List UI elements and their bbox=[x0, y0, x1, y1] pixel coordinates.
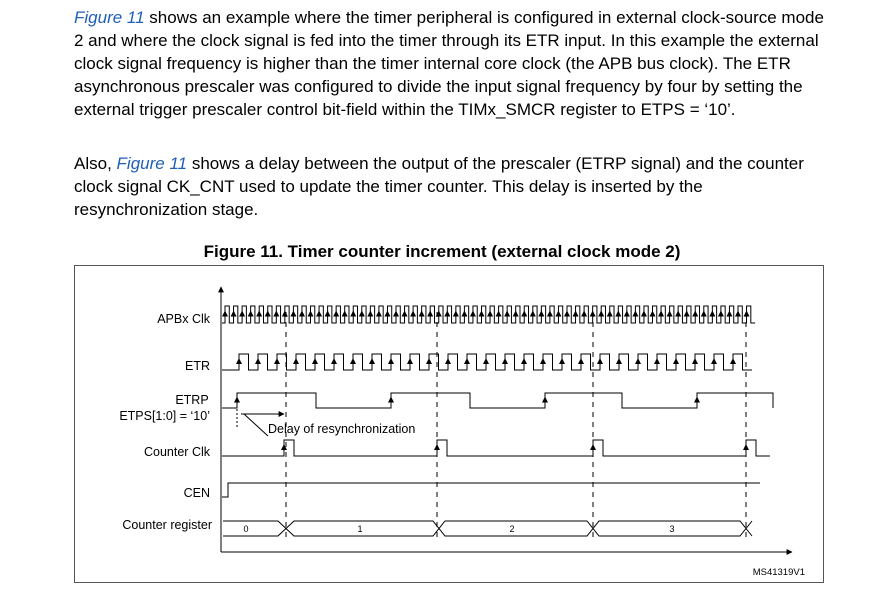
rising-edge-arrow bbox=[521, 311, 527, 317]
rising-edge-arrow bbox=[248, 311, 254, 317]
rising-edge-arrow bbox=[388, 358, 394, 364]
rising-edge-arrow bbox=[350, 311, 356, 317]
rising-edge-arrow bbox=[692, 311, 698, 317]
rising-edge-arrow bbox=[265, 311, 271, 317]
rising-edge-arrow bbox=[607, 311, 613, 317]
rising-edge-arrow bbox=[333, 311, 339, 317]
rising-edge-arrow bbox=[453, 311, 459, 317]
figure-code: MS41319V1 bbox=[752, 567, 805, 578]
rising-edge-arrow bbox=[684, 311, 690, 317]
figure-title: Figure 11. Timer counter increment (external clock mode 2) bbox=[203, 242, 681, 261]
rising-edge-arrow bbox=[367, 311, 373, 317]
rising-edge-arrow bbox=[694, 397, 700, 403]
rising-edge-arrow bbox=[299, 311, 305, 317]
rising-edge-arrow bbox=[376, 311, 382, 317]
rising-edge-arrow bbox=[502, 358, 508, 364]
rising-edge-arrow bbox=[735, 311, 741, 317]
etrp-waveform bbox=[222, 393, 773, 408]
rising-edge-arrow bbox=[369, 358, 375, 364]
rising-edge-arrow bbox=[667, 311, 673, 317]
rising-edge-arrow bbox=[590, 311, 596, 317]
rising-edge-arrow bbox=[316, 311, 322, 317]
cen-waveform bbox=[222, 483, 760, 497]
rising-edge-arrow bbox=[616, 358, 622, 364]
apbx-clk-label: APBx Clk bbox=[157, 312, 210, 326]
rising-edge-arrow bbox=[359, 311, 365, 317]
rising-edge-arrow bbox=[255, 358, 261, 364]
rising-edge-arrow bbox=[598, 311, 604, 317]
rising-edge-arrow bbox=[470, 311, 476, 317]
rising-edge-arrow bbox=[555, 311, 561, 317]
rising-edge-arrow bbox=[273, 311, 279, 317]
rising-edge-arrow bbox=[487, 311, 493, 317]
rising-edge-arrow bbox=[293, 358, 299, 364]
rising-edge-arrow bbox=[513, 311, 519, 317]
rising-edge-arrow bbox=[402, 311, 408, 317]
rising-edge-arrow bbox=[342, 311, 348, 317]
apbx-clk-waveform bbox=[222, 306, 755, 323]
rising-edge-arrow bbox=[597, 358, 603, 364]
rising-edge-arrow bbox=[427, 311, 433, 317]
rising-edge-arrow bbox=[701, 311, 707, 317]
etps-label: ETPS[1:0] = ‘10’ bbox=[119, 409, 210, 423]
counter-clk-label: Counter Clk bbox=[144, 445, 210, 459]
figure-11-link[interactable]: Figure 11 bbox=[74, 8, 145, 27]
rising-edge-arrow bbox=[590, 444, 596, 450]
rising-edge-arrow bbox=[709, 311, 715, 317]
delay-leader-line bbox=[244, 414, 268, 436]
rising-edge-arrow bbox=[274, 358, 280, 364]
rising-edge-arrow bbox=[675, 311, 681, 317]
cen-label: CEN bbox=[183, 486, 210, 500]
rising-edge-arrow bbox=[578, 358, 584, 364]
rising-edge-arrow bbox=[290, 311, 296, 317]
figure-11-link-2[interactable]: Figure 11 bbox=[116, 154, 188, 173]
rising-edge-arrow bbox=[530, 311, 536, 317]
rising-edge-arrow bbox=[410, 311, 416, 317]
etrp-label: ETRP bbox=[175, 393, 209, 407]
rising-edge-arrow bbox=[744, 311, 750, 317]
rising-edge-arrow bbox=[393, 311, 399, 317]
counter-clk-waveform bbox=[222, 440, 770, 456]
counter-value-3: 3 bbox=[669, 524, 675, 534]
rising-edge-arrow bbox=[426, 358, 432, 364]
rising-edge-arrow bbox=[635, 358, 641, 364]
rising-edge-arrow bbox=[444, 311, 450, 317]
counter-register-label: Counter register bbox=[122, 518, 212, 532]
rising-edge-arrow bbox=[308, 311, 314, 317]
rising-edge-arrow bbox=[692, 358, 698, 364]
rising-edge-arrow bbox=[624, 311, 630, 317]
rising-edge-arrow bbox=[743, 444, 749, 450]
rising-edge-arrow bbox=[641, 311, 647, 317]
rising-edge-arrow bbox=[542, 397, 548, 403]
etrp-trace bbox=[222, 393, 773, 408]
counter-value-2: 2 bbox=[509, 524, 515, 534]
delay-annotation: Delay of resynchronization bbox=[268, 422, 416, 436]
rising-edge-arrow bbox=[434, 444, 440, 450]
rising-edge-arrow bbox=[222, 311, 228, 317]
rising-edge-arrow bbox=[461, 311, 467, 317]
rising-edge-arrow bbox=[407, 358, 413, 364]
rising-edge-arrow bbox=[350, 358, 356, 364]
rising-edge-arrow bbox=[419, 311, 425, 317]
rising-edge-arrow bbox=[730, 358, 736, 364]
rising-edge-arrow bbox=[581, 311, 587, 317]
rising-edge-arrow bbox=[559, 358, 565, 364]
etr-waveform bbox=[222, 354, 752, 370]
rising-edge-arrow bbox=[282, 311, 288, 317]
rising-edge-arrow bbox=[236, 358, 242, 364]
rising-edge-arrow bbox=[312, 358, 318, 364]
rising-edge-arrow bbox=[718, 311, 724, 317]
rising-edge-arrow bbox=[479, 311, 485, 317]
paragraph-2-lead: Also, bbox=[74, 154, 117, 173]
paragraph-2-text: shows a delay between the output of the prescaler (ETRP signal) and the counter clock signal CK_CNT used to update the timer counter. This delay is inserted by the resynchronization stage. bbox=[74, 154, 804, 219]
rising-edge-arrow bbox=[564, 311, 570, 317]
rising-edge-arrow bbox=[331, 358, 337, 364]
rising-edge-arrow bbox=[673, 358, 679, 364]
rising-edge-arrow bbox=[521, 358, 527, 364]
rising-edge-arrow bbox=[615, 311, 621, 317]
etr-label: ETR bbox=[185, 359, 210, 373]
counter-value-0: 0 bbox=[243, 524, 249, 534]
rising-edge-arrow bbox=[547, 311, 553, 317]
rising-edge-arrow bbox=[632, 311, 638, 317]
rising-edge-arrow bbox=[650, 311, 656, 317]
rising-edge-arrow bbox=[231, 311, 237, 317]
counter-clk-trace bbox=[222, 440, 770, 456]
rising-edge-arrow bbox=[496, 311, 502, 317]
rising-edge-arrow bbox=[464, 358, 470, 364]
rising-edge-arrow bbox=[239, 311, 245, 317]
rising-edge-arrow bbox=[384, 311, 390, 317]
rising-edge-arrow bbox=[654, 358, 660, 364]
rising-edge-arrow bbox=[573, 311, 579, 317]
rising-edge-arrow bbox=[445, 358, 451, 364]
rising-edge-arrow bbox=[483, 358, 489, 364]
paragraph-1-text: shows an example where the timer peripheral is configured in external clock-source mode 2 and where the clock signal is fed into the timer through its ETR input. In this example the external clock signal frequency is higher than the timer internal core clock (the APB bus clock). The ETR asynchronous prescaler was configured to divide the input signal frequency by four by setting the external trigger prescaler control bit-field within the TIMx_SMCR register to ETPS = ‘10’. bbox=[74, 8, 824, 119]
rising-edge-arrow bbox=[234, 397, 240, 403]
rising-edge-arrow bbox=[538, 311, 544, 317]
rising-edge-arrow bbox=[658, 311, 664, 317]
rising-edge-arrow bbox=[325, 311, 331, 317]
counter-value-1: 1 bbox=[357, 524, 363, 534]
rising-edge-arrow bbox=[256, 311, 262, 317]
rising-edge-arrow bbox=[388, 397, 394, 403]
rising-edge-arrow bbox=[711, 358, 717, 364]
rising-edge-arrow bbox=[540, 358, 546, 364]
rising-edge-arrow bbox=[726, 311, 732, 317]
rising-edge-arrow bbox=[504, 311, 510, 317]
